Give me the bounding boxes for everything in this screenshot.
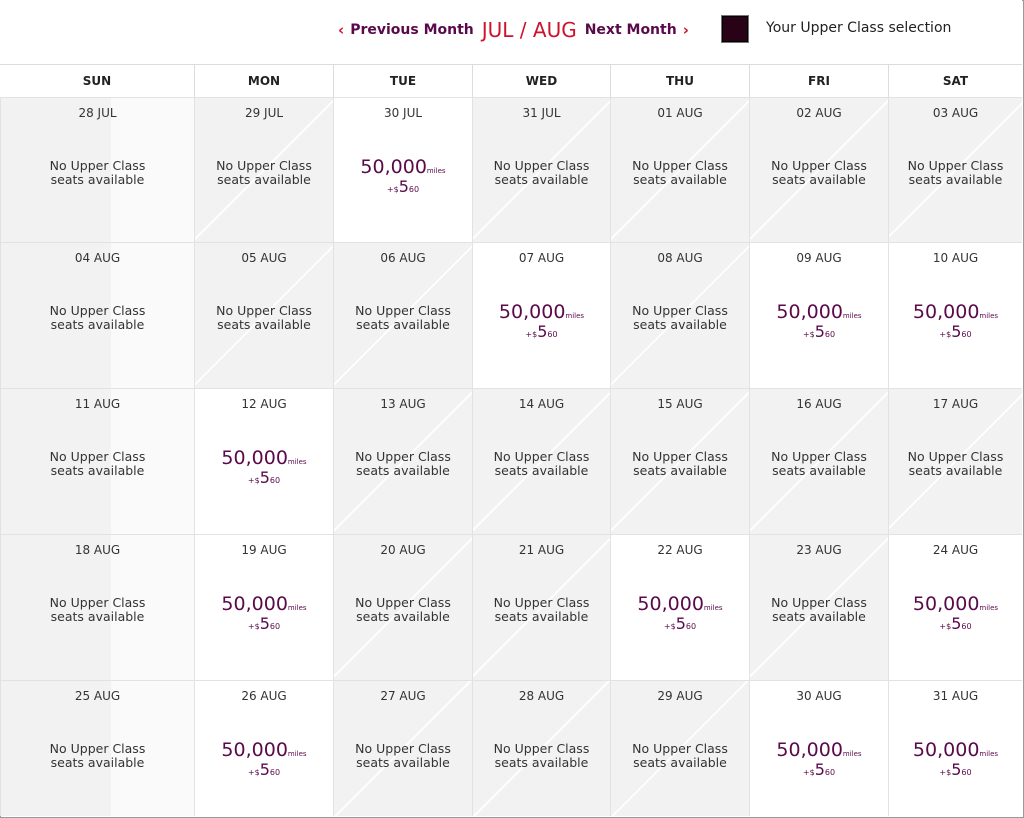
no-seats-message [195,159,333,187]
no-seats-message [1,596,194,624]
no-seats-line: No Upper Class [771,158,867,173]
fee-prefix: +$ [247,476,260,485]
miles-amount: 50,000 [637,593,704,615]
day-date-label: 21 AUG [518,543,565,557]
day-date-label: 20 AUG [380,543,426,557]
selection-legend-swatch [721,15,749,43]
no-seats-line: No Upper Class [632,303,728,318]
weekday-header-row [0,64,1022,98]
no-seats-message [334,304,472,332]
no-seats-message [1,304,194,332]
day-date-label: 05 AUG [241,251,287,265]
day-cell-unavailable [333,680,472,816]
no-seats-line: No Upper Class [49,449,146,464]
day-date-label: 12 AUG [241,397,287,411]
day-date-label: 14 AUG [518,397,565,411]
selection-legend-label: Your Upper Class selection [766,20,952,36]
fee-major: 5 [951,322,962,341]
no-seats-message [611,742,749,770]
no-seats-message [334,450,472,478]
previous-month-label: Previous Month [350,22,474,38]
fee-major: 5 [951,614,962,633]
day-date-label: 08 AUG [657,251,703,265]
fare-price [750,301,888,341]
day-date-label: 23 AUG [796,543,842,557]
weekday-label: THU [610,65,749,97]
no-seats-line: No Upper Class [355,449,451,464]
no-seats-line: seats available [633,755,727,770]
miles-amount: 50,000 [912,739,980,761]
weekday-label: FRI [749,65,888,97]
no-seats-line: No Upper Class [632,158,728,173]
no-seats-line: seats available [50,609,145,624]
miles-unit: miles [565,312,585,320]
no-seats-line: seats available [772,463,866,478]
day-cell-unavailable [472,534,610,680]
previous-month-link[interactable] [332,21,474,39]
day-cell-unavailable [610,97,749,242]
chevron-right-icon: › [682,21,689,39]
fee-minor: 60 [961,330,972,339]
miles-amount: 50,000 [360,156,427,178]
no-seats-message [473,742,610,770]
fee-major: 5 [398,177,409,196]
calendar-grid [0,97,1022,816]
no-seats-message [750,450,888,478]
weekday-label: SUN [82,74,112,88]
month-navigation [332,16,695,44]
day-cell-unavailable [472,388,610,534]
no-seats-line: seats available [356,463,450,478]
no-seats-line: seats available [772,609,866,624]
no-seats-line: No Upper Class [493,741,590,756]
no-seats-line: seats available [50,463,145,478]
day-date-label: 07 AUG [518,251,565,265]
day-cell-unavailable [333,534,472,680]
day-cell-unavailable [472,97,610,242]
no-seats-line: No Upper Class [216,303,312,318]
fare-price [750,739,888,779]
miles-unit: miles [842,750,862,758]
no-seats-message [195,304,333,332]
no-seats-message [473,596,610,624]
fee-minor: 60 [269,622,281,631]
fee-prefix: +$ [525,330,538,339]
no-seats-message [611,450,749,478]
day-cell-unavailable [333,242,472,388]
fare-price [473,301,610,341]
no-seats-message [334,596,472,624]
day-cell-unavailable [749,97,888,242]
day-cell-available[interactable] [888,534,1022,680]
no-seats-line: No Upper Class [216,158,312,173]
fee-major: 5 [814,322,825,341]
day-date-label: 04 AUG [74,251,121,265]
miles-amount: 50,000 [498,301,566,323]
no-seats-message [1,450,194,478]
fee-major: 5 [259,760,270,779]
day-date-label: 10 AUG [932,251,979,265]
day-cell-unavailable [610,388,749,534]
fee-minor: 60 [685,622,697,631]
no-seats-message [473,450,610,478]
fee-prefix: +$ [247,622,260,631]
day-date-label: 22 AUG [657,543,703,557]
weekday-label: WED [472,65,610,97]
next-month-label: Next Month [584,22,677,38]
fee-minor: 60 [961,622,972,631]
day-date-label: 02 AUG [796,106,842,120]
no-seats-line: seats available [50,755,145,770]
fare-price [195,447,333,487]
no-seats-line: No Upper Class [355,595,451,610]
no-seats-line: seats available [633,317,727,332]
no-seats-message [1,742,194,770]
day-cell-available[interactable] [749,680,888,816]
fare-price [195,739,333,779]
no-seats-line: seats available [494,172,589,187]
day-cell-unavailable [888,388,1022,534]
day-date-label: 26 AUG [241,689,287,703]
day-cell-available[interactable] [194,388,333,534]
day-date-label: 31 JUL [522,106,561,120]
miles-amount: 50,000 [221,447,288,469]
miles-unit: miles [979,312,999,320]
fee-prefix: +$ [939,622,952,631]
weekday-label: SAT [888,65,1022,97]
no-seats-line: No Upper Class [907,158,1004,173]
weekday-label: MON [194,65,333,97]
day-cell-available[interactable] [888,242,1022,388]
no-seats-line: seats available [217,172,311,187]
day-date-label: 03 AUG [932,106,979,120]
fee-major: 5 [951,760,962,779]
miles-unit: miles [426,167,446,175]
fee-prefix: +$ [802,330,815,339]
fee-prefix: +$ [939,330,952,339]
day-cell-unavailable [0,242,194,388]
calendar-header [0,0,1022,64]
no-seats-line: No Upper Class [771,595,867,610]
day-cell-available[interactable] [333,97,472,242]
no-seats-line: No Upper Class [493,158,590,173]
no-seats-line: seats available [908,463,1003,478]
no-seats-line: No Upper Class [771,449,867,464]
no-seats-message [750,596,888,624]
day-date-label: 29 JUL [244,106,284,120]
month-range-title: JUL / AUG [481,18,577,42]
no-seats-line: seats available [494,463,589,478]
day-cell-unavailable [194,97,333,242]
fee-major: 5 [537,322,548,341]
day-date-label: 18 AUG [74,543,121,557]
no-seats-message [334,742,472,770]
fee-major: 5 [675,614,686,633]
no-seats-message [889,450,1022,478]
day-date-label: 28 AUG [518,689,565,703]
day-cell-available[interactable] [888,680,1022,816]
day-cell-available[interactable] [194,534,333,680]
chevron-left-icon: ‹ [338,21,345,39]
fee-minor: 60 [269,768,281,777]
day-date-label: 11 AUG [74,397,121,411]
no-seats-line: seats available [908,172,1003,187]
fee-major: 5 [259,468,270,487]
no-seats-message [473,159,610,187]
no-seats-message [611,159,749,187]
no-seats-message [611,304,749,332]
no-seats-line: seats available [772,172,866,187]
fare-price [611,593,749,633]
miles-unit: miles [287,604,307,612]
no-seats-line: seats available [356,755,450,770]
day-date-label: 24 AUG [932,543,979,557]
fare-price [334,156,472,196]
no-seats-message [750,159,888,187]
day-date-label: 09 AUG [796,251,842,265]
next-month-link[interactable] [585,21,695,39]
day-cell-unavailable [194,242,333,388]
fee-minor: 60 [408,185,420,194]
no-seats-line: seats available [50,172,145,187]
no-seats-line: seats available [494,755,589,770]
no-seats-line: No Upper Class [49,303,146,318]
fee-major: 5 [259,614,270,633]
no-seats-line: No Upper Class [632,741,728,756]
day-date-label: 17 AUG [932,397,979,411]
day-date-label: 30 AUG [796,689,842,703]
day-cell-unavailable [0,388,194,534]
day-cell-unavailable [749,388,888,534]
day-cell-available[interactable] [194,680,333,816]
miles-unit: miles [703,604,723,612]
day-date-label: 13 AUG [380,397,426,411]
day-date-label: 19 AUG [241,543,287,557]
day-cell-unavailable [472,680,610,816]
miles-unit: miles [842,312,862,320]
miles-unit: miles [287,458,307,466]
day-cell-unavailable [0,534,194,680]
fare-price [889,301,1022,341]
miles-amount: 50,000 [776,739,843,761]
day-date-label: 29 AUG [657,689,703,703]
no-seats-message [889,159,1022,187]
miles-amount: 50,000 [912,301,980,323]
day-date-label: 01 AUG [657,106,703,120]
day-cell-unavailable [888,97,1022,242]
day-cell-available[interactable] [610,534,749,680]
day-cell-available[interactable] [749,242,888,388]
fee-minor: 60 [547,330,558,339]
fee-major: 5 [814,760,825,779]
no-seats-line: seats available [50,317,145,332]
no-seats-line: No Upper Class [49,741,146,756]
no-seats-line: No Upper Class [49,595,146,610]
day-date-label: 15 AUG [657,397,703,411]
day-date-label: 28 JUL [78,106,117,120]
no-seats-line: seats available [633,172,727,187]
day-date-label: 16 AUG [796,397,842,411]
day-cell-unavailable [610,242,749,388]
fee-prefix: +$ [386,185,399,194]
day-cell-available[interactable] [472,242,610,388]
day-cell-unavailable [610,680,749,816]
day-cell-unavailable [0,97,194,242]
no-seats-line: No Upper Class [49,158,146,173]
no-seats-message [1,159,194,187]
fee-minor: 60 [824,768,836,777]
day-date-label: 31 AUG [932,689,979,703]
miles-unit: miles [287,750,307,758]
day-date-label: 27 AUG [380,689,426,703]
fee-minor: 60 [269,476,281,485]
fee-prefix: +$ [663,622,676,631]
miles-amount: 50,000 [776,301,843,323]
no-seats-line: No Upper Class [632,449,728,464]
miles-unit: miles [979,750,999,758]
miles-unit: miles [979,604,999,612]
no-seats-line: No Upper Class [355,303,451,318]
no-seats-line: No Upper Class [907,449,1004,464]
no-seats-line: seats available [217,317,311,332]
weekday-label: TUE [333,65,472,97]
no-seats-line: No Upper Class [493,449,590,464]
no-seats-line: No Upper Class [355,741,451,756]
fare-price [889,593,1022,633]
miles-amount: 50,000 [912,593,980,615]
no-seats-line: seats available [633,463,727,478]
fee-prefix: +$ [939,768,952,777]
fee-prefix: +$ [802,768,815,777]
fare-price [195,593,333,633]
miles-amount: 50,000 [221,739,288,761]
fare-price [889,739,1022,779]
day-cell-unavailable [333,388,472,534]
no-seats-line: seats available [494,609,589,624]
day-date-label: 30 JUL [383,106,423,120]
fee-minor: 60 [961,768,972,777]
day-cell-unavailable [0,680,194,816]
fee-prefix: +$ [247,768,260,777]
miles-amount: 50,000 [221,593,288,615]
day-date-label: 25 AUG [74,689,121,703]
no-seats-line: seats available [356,317,450,332]
day-cell-unavailable [749,534,888,680]
day-date-label: 06 AUG [380,251,426,265]
no-seats-line: seats available [356,609,450,624]
fee-minor: 60 [824,330,836,339]
no-seats-line: No Upper Class [493,595,590,610]
